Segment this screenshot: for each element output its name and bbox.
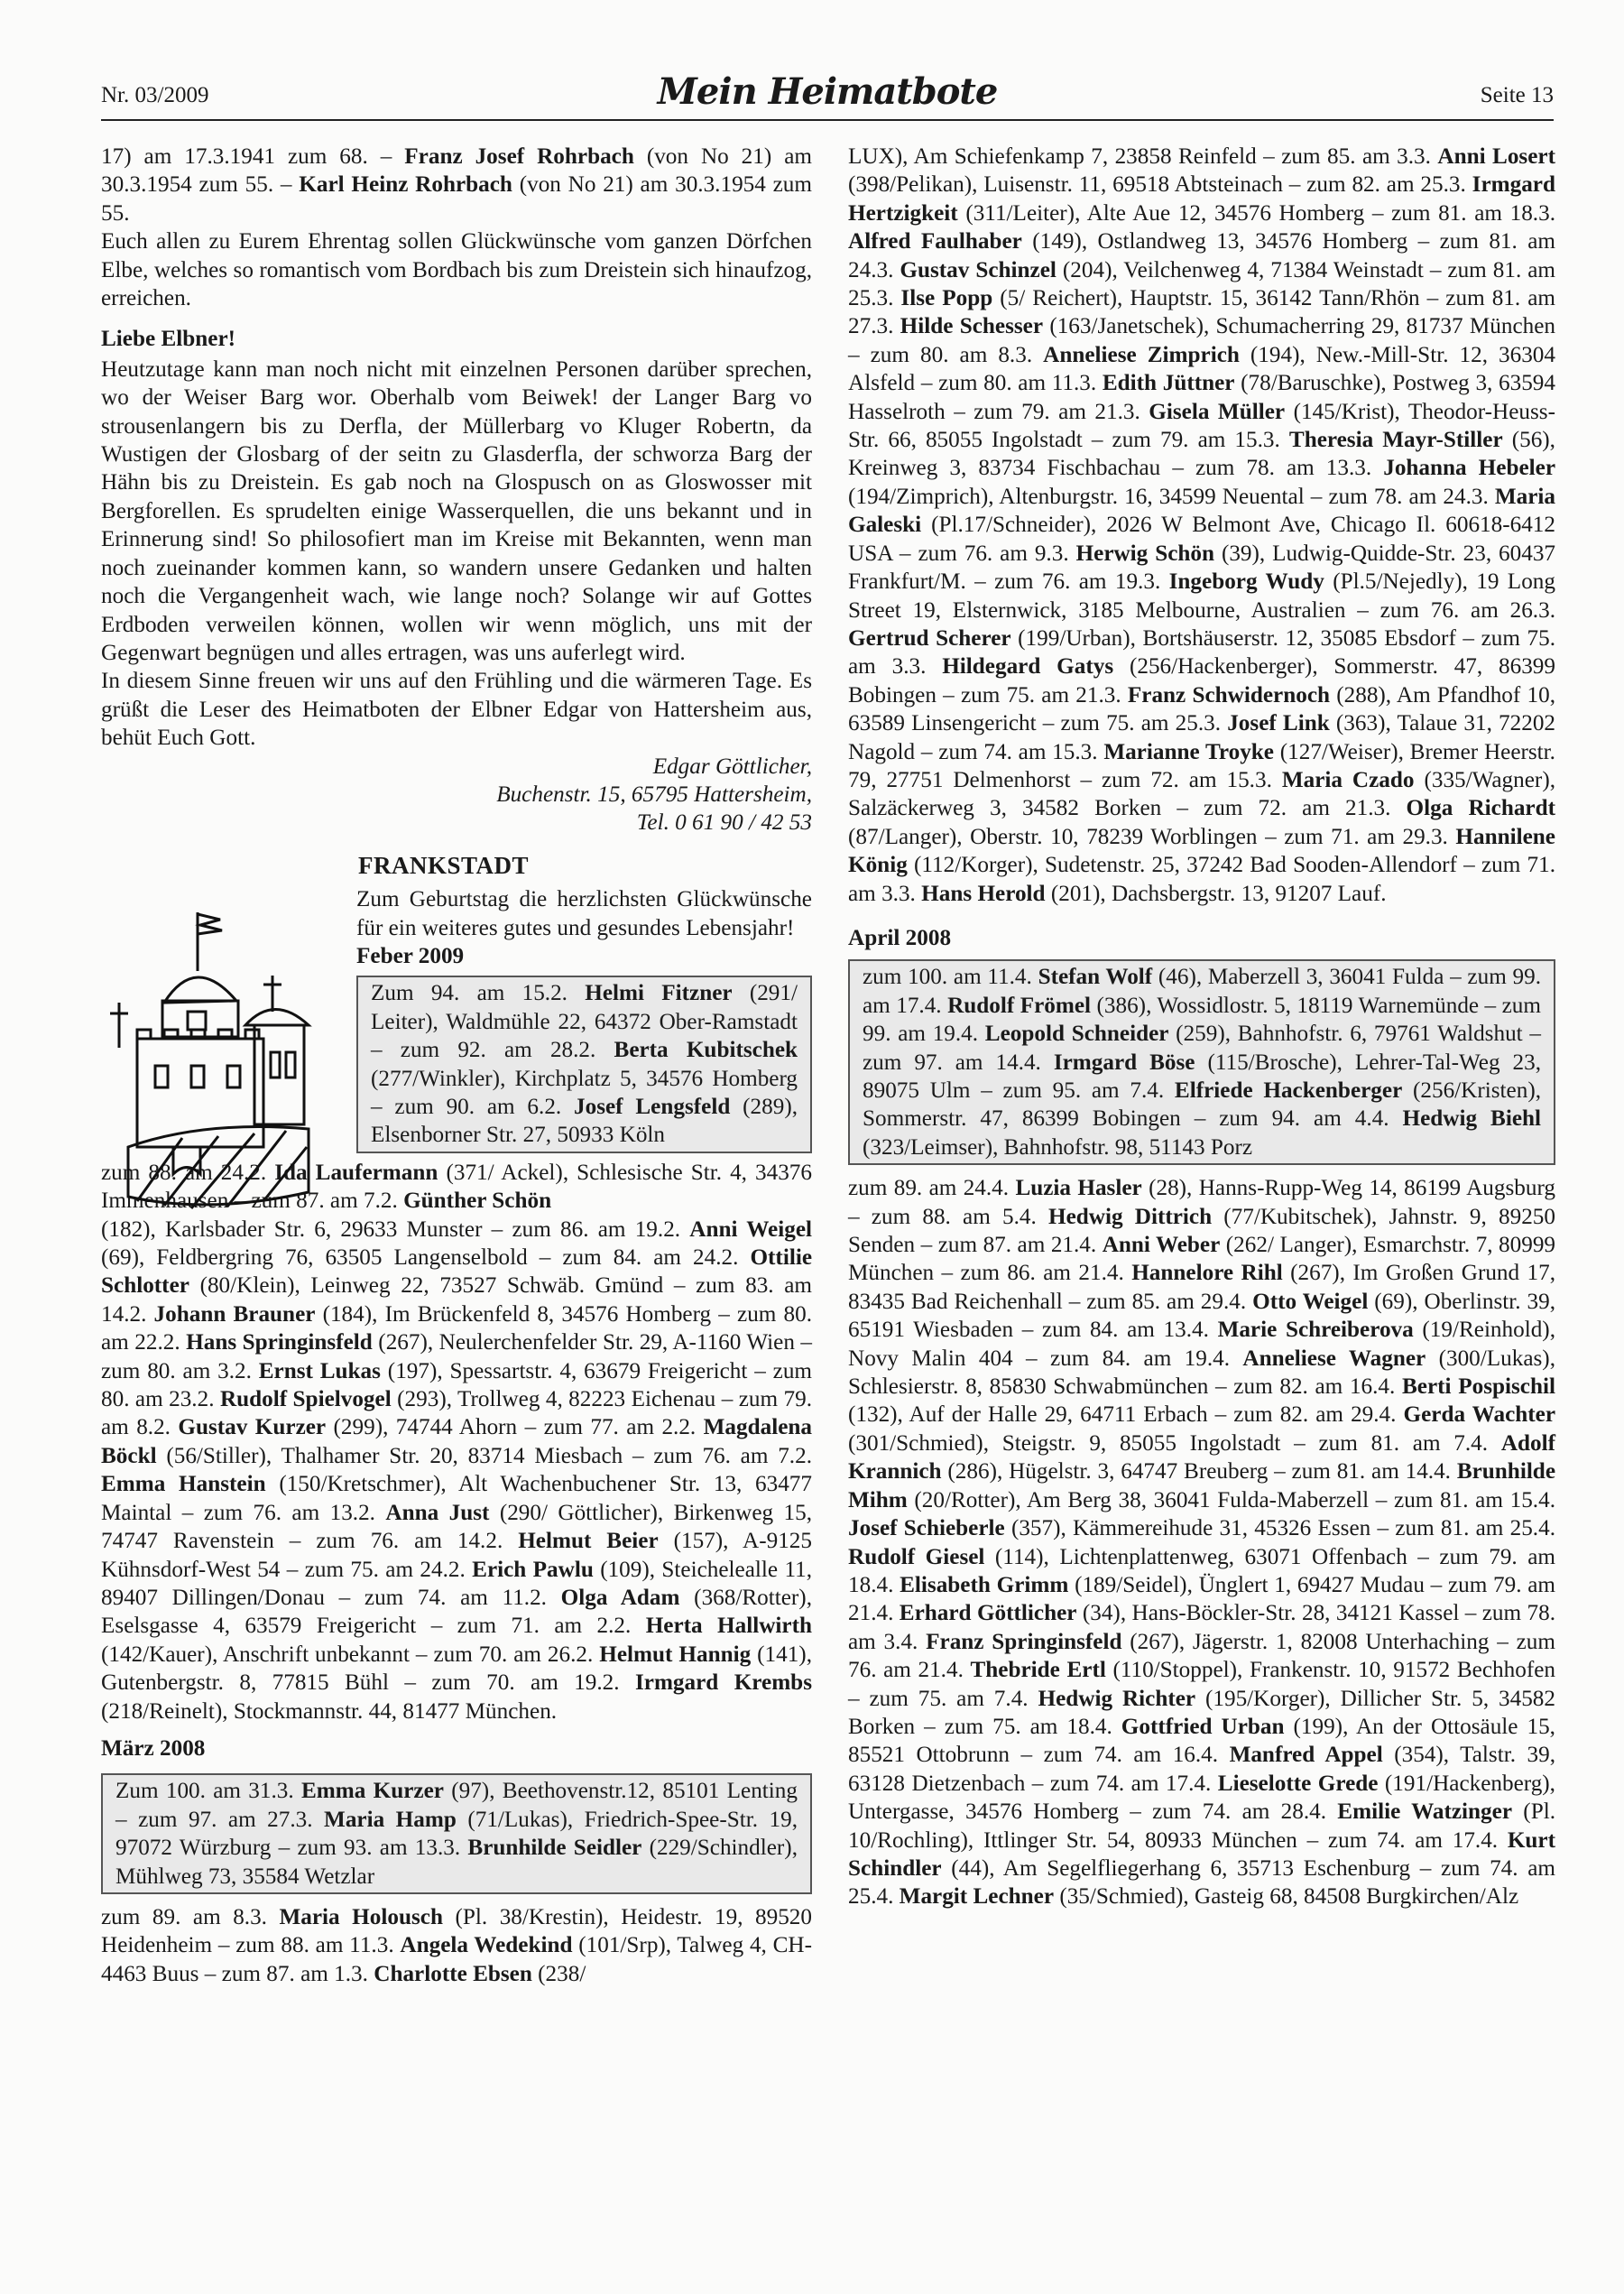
heading-feber-2009: Feber 2009	[356, 943, 465, 968]
town-heading-frankstadt: FRANKSTADT	[358, 851, 530, 879]
masthead-title: Mein Heimatbote	[657, 70, 998, 113]
feb-highlight-box	[356, 976, 812, 1152]
intro-paragraph: 17) am 17.3.1941 zum 68. – Franz Josef Rohrbach (von No 21) am 30.3.1954 zum 55. – Karl Heinz Rohrbach (von No 21) am 30.3.1954 zum 55.	[101, 144, 812, 226]
mar-text-continued: LUX), Am Schiefenkamp 7, 23858 Reinfeld – zum 85. am 3.3. Anni Losert (398/Pelikan), Luisenstr. 11, 69518 Abtsteinach – zum 82. am 25.3. Irmgard Hertzigkeit (311/Leiter), Alte Aue 12, 34576 Homberg – zum 81. am 18.3. Alfred Faulhaber (149), Ostlandweg 13, 34576 Homberg – zum 81. am 24.3. Gustav Schinzel (204), Veilchenweg 4, 71384 Weinstadt – zum 81. am 25.3. Ilse Popp (5/ Reichert), Hauptstr. 15, 36142 Tann/Rhön – zum 81. am 27.3. Hilde Schesser (163/Janetschek), Schumacherring 29, 81737 München – zum 80. am 8.3. Anneliese Zimprich (194), New.-Mill-Str. 12, 36304 Alsfeld – zum 80. am 11.3. Edith Jüttner (78/Baruschke), Postweg 3, 63594 Hasselroth – zum 79. am 21.3. Gisela Müller (145/Krist), Theodor-Heuss-Str. 66, 85055 Ingolstadt – zum 79. am 15.3. Theresia Mayr-Stiller (56), Kreinweg 3, 83734 Fischbachau – zum 78. am 13.3. Johanna Hebeler (194/Zimprich), Altenburgstr. 16, 34599 Neuental – zum 78. am 24.3. Maria Galeski (Pl.17/Schneider), 2026 W Belmont Ave, Chicago Il. 60618-6412 USA – zum 76. am 9.3. Herwig Schön (39), Ludwig-Quidde-Str. 23, 60437 Frankfurt/M. – zum 76. am 19.3. Ingeborg Wudy (Pl.5/Nejedly), 19 Long Street 19, Elsternwick, 3185 Melbourne, Australien – zum 76. am 26.3. Gertrud Scherer (199/Urban), Bortshäuserstr. 12, 35085 Ebsdorf – zum 75. am 3.3. Hildegard Gatys (256/Hackenberger), Sommerstr. 47, 86399 Bobingen – zum 75. am 21.3. Franz Schwidernoch (288), Am Pfandhof 10, 63589 Linsengericht – zum 75. am 25.3. Josef Link (363), Talaue 31, 72202 Nagold – zum 74. am 15.3. Marianne Troyke (127/Weiser), Bremer Heerstr. 79, 27751 Delmenhorst – zum 72. am 15.3. Maria Czado (335/Wagner), Salzäckerweg 3, 34582 Borken – zum 72. am 21.3. Olga Richardt (87/Langer), Oberstr. 10, 78239 Worblingen – zum 71. am 29.3. Hannilene König (112/Korger), Sudetenstr. 25, 37242 Bad Sooden-Allendorf – zum 71. am 3.3. Hans Herold (201), Dachsbergstr. 13, 91207 Lauf.	[848, 144, 1556, 906]
heading-liebe-elbner: Liebe Elbner!	[101, 327, 236, 352]
apr-text: zum 89. am 24.4. Luzia Hasler (28), Hanns-Rupp-Weg 14, 86199 Augsburg – zum 88. am 5.4. Hedwig Dittrich (77/Kubitschek), Jahnstr. 9, 89250 Senden – zum 87. am 21.4. Anni Weber (262/ Langer), Esmarchstr. 7, 80999 München – zum 86. am 21.4. Hannelore Rihl (267), Im Großen Grund 17, 83435 Bad Reichenhall – zum 85. am 29.4. Otto Weigel (69), Oberlinstr. 39, 65191 Wiesbaden – zum 84. am 13.4. Marie Schreiberova (19/Reinhold), Novy Malin 404 – zum 84. am 19.4. Anneliese Wagner (300/Lukas), Schlesierstr. 8, 85830 Schwabmünchen – zum 82. am 16.4. Berti Pospischil (132), Auf der Halle 29, 64711 Erbach – zum 82. am 29.4. Gerda Wachter (301/Schmied), Steigstr. 9, 85055 Ingolstadt – zum 81. am 7.4. Adolf Krannich (286), Hügelstr. 3, 64747 Breuberg – zum 81. am 14.4. Brunhilde Mihm (20/Rotter), Am Berg 38, 36041 Fulda-Maberzell – zum 81. am 15.4. Josef Schieberle (357), Kämmereihude 31, 45326 Essen – zum 81. am 25.4. Rudolf Giesel (114), Lichtenplattenweg, 63071 Offenbach – zum 79. am 18.4. Elisabeth Grimm (189/Seidel), Ünglert 1, 69427 Mudau – zum 79. am 21.4. Erhard Göttlicher (34), Hans-Böckler-Str. 28, 34121 Kassel – zum 78. am 3.4. Franz Springinsfeld (267), Jägerstr. 1, 82008 Unterhaching – zum 76. am 21.4. Thebride Ertl (110/Stoppel), Frankenstr. 10, 91572 Bechhofen – zum 75. am 7.4. Hedwig Richter (195/Korger), Dillicher Str. 5, 34582 Borken – zum 75. am 18.4. Gottfried Urban (199), An der Ottosäule 15, 85521 Ottobrunn – zum 74. am 16.4. Manfred Appel (354), Talstr. 39, 63128 Dietzenbach – zum 74. am 17.4. Lieselotte Grede (191/Hackenberg), Untergasse, 34576 Homberg – zum 74. am 28.4. Emilie Watzinger (Pl. 10/Rochling), Ittlinger Str. 54, 80933 München – zum 74. am 17.4. Kurt Schindler (44), Am Segelfliegerhang 6, 35713 Eschenburg – zum 74. am 25.4. Margit Lechner (35/Schmied), Gasteig 68, 84508 Burgkirchen/Alz	[848, 1176, 1556, 1910]
elbner-paragraph: Heutzutage kann man noch nicht mit einzelnen Personen darüber sprechen, wo der Weiser Barg wor. Oberhalb vom Beiwek! der Langer Barg vo strousenlangern bis zu Derfla, der Müllerbarg vo Kluger Robertn, da Wustigen der Glosbarg of der seitn zu Glasderfla, der schworza Barg der Hähn bis zu Dreistein. Es gab noch na Glospusch on as Gloswosser mit Bergforellen. Es sprudelten einige Wasserquellen, die uns bekannt und in Erinnerung sind! So philosofiert man im Kreise mit Bekannten, wenn man noch zueinander kommen kann, so wandern unsere Gedanken und halten noch die Vergangenheit wach, wie lange noch? Solange wir auf Gottes Erdboden verweilen können, wollen wir wenn möglich, uns mit der Gegenwart begnügen und alles ertragen, was uns auferlegt wird.	[101, 356, 812, 665]
signature-phone: Tel. 0 61 90 / 42 53	[636, 810, 812, 836]
issue-number: Nr. 03/2009	[101, 83, 209, 107]
mar-text: zum 89. am 8.3. Maria Holousch (Pl. 38/Krestin), Heidestr. 19, 89520 Heidenheim – zum 88. am 11.3. Angela Wedekind (101/Srp), Talweg 4, CH-4463 Buus – zum 87. am 1.3. Charlotte Ebsen (238/	[101, 1904, 813, 1986]
apr-box-text: zum 100. am 11.4. Stefan Wolf (46), Maberzell 3, 36041 Fulda – zum 99. am 17.4. Rudolf Frömel (386), Wossidlostr. 5, 18119 Warnemünde – zum 99. am 19.4. Leopold Schneider (259), Bahnhofstr. 6, 79761 Waldshut – zum 97. am 14.4. Irmgard Böse (115/Brosche), Lehrer-Tal-Weg 23, 89075 Ulm – zum 95. am 7.4. Elfriede Hackenberger (256/Kristen), Sommerstr. 47, 86399 Bobingen – zum 94. am 4.4. Hedwig Biehl (323/Leimser), Bahnhofstr. 98, 51143 Porz	[863, 965, 1542, 1160]
signature-address: Buchenstr. 15, 65795 Hattersheim,	[496, 782, 812, 807]
heading-maerz-2008: März 2008	[101, 1735, 206, 1761]
mar-highlight-box	[101, 1773, 812, 1894]
feb-text: (182), Karlsbader Str. 6, 29633 Munster – zum 86. am 19.2. Anni Weigel (69), Feldbergring 76, 63505 Langenselbold – zum 84. am 24.2. Ottilie Schlotter (80/Klein), Leinweg 22, 73527 Schwäb. Gmünd – zum 83. am 14.2. Johann Brauner (184), Im Brückenfeld 8, 34576 Homberg – zum 80. am 22.2. Hans Springinsfeld (267), Neulerchenfelder Str. 29, A-1160 Wien – zum 80. am 3.2. Ernst Lukas (197), Spessartstr. 4, 63679 Freigericht – zum 80. am 23.2. Rudolf Spielvogel (293), Trollweg 4, 82223 Eichenau – zum 79. am 8.2. Gustav Kurzer (299), 74744 Ahorn – zum 77. am 2.2. Magdalena Böckl (56/Stiller), Thalhamer Str. 20, 83714 Miesbach – zum 76. am 7.2. Emma Hanstein (150/Kretschmer), Alt Wachenbuchener Str. 13, 63477 Maintal – zum 76. am 13.2. Anna Just (290/ Göttlicher), Birkenweg 15, 74747 Ravenstein – zum 76. am 14.2. Helmut Beier (157), A-9125 Kühnsdorf-West 54 – zum 75. am 24.2. Erich Pawlu (109), Steichelealle 11, 89407 Dillingen/Donau – zum 74. am 11.2. Olga Adam (368/Rotter), Eselsgasse 4, 63579 Freigericht – zum 71. am 2.2. Herta Hallwirth (142/Kauer), Anschrift unbekannt – zum 70. am 26.2. Helmut Hannig (141), Gutenbergstr. 8, 77815 Bühl – zum 70. am 19.2. Irmgard Krembs (218/Reinelt), Stockmannstr. 44, 81477 München.	[101, 1216, 813, 1724]
mar-box-text: Zum 100. am 31.3. Emma Kurzer (97), Beethovenstr.12, 85101 Lenting – zum 97. am 27.3. Maria Hamp (71/Lukas), Friedrich-Spee-Str. 19, 97072 Würzburg – zum 93. am 13.3. Brunhilde Seidler (229/Schindler), Mühlweg 73, 35584 Wetzlar	[115, 1779, 798, 1889]
greeting-paragraph: Euch allen zu Eurem Ehrentag sollen Glückwünsche vom ganzen Dörfchen Elbe, welches so romantisch vom Bordbach bis zum Dreistein sich hinaufzog, erreichen.	[101, 229, 812, 311]
signature-name: Edgar Göttlicher,	[652, 754, 812, 779]
feb-box-text: Zum 94. am 15.2. Helmi Fitzner (291/ Leiter), Waldmühle 22, 64372 Ober-Ramstadt – zum 92. am 28.2. Berta Kubitschek (277/Winkler), Kirchplatz 5, 34576 Homberg – zum 90. am 6.2. Josef Lengsfeld (289), Elsenborner Str. 27, 50933 Köln	[371, 981, 798, 1148]
frankstadt-section	[101, 885, 812, 1215]
page-header	[101, 72, 1554, 121]
castle-illustration	[101, 903, 336, 1219]
page-number: Seite 13	[1480, 83, 1554, 107]
frankstadt-intro: Zum Geburtstag die herzlichsten Glückwünsche für ein weiteres gutes und gesundes Lebensjahr!	[356, 887, 812, 940]
heading-april-2008: April 2008	[848, 925, 952, 950]
feb-text-indent: zum 88. am 24.2. Ida Laufermann (371/ Ackel), Schlesische Str. 4, 34376 Immenhausen – zum 87. am 7.2. Günther Schön	[101, 1160, 812, 1214]
left-column	[101, 143, 812, 1988]
right-column	[848, 143, 1555, 1911]
closing-paragraph: In diesem Sinne freuen wir uns auf den Frühling und die wärmeren Tage. Es grüßt die Leser des Heimatboten der Elbner Edgar von Hattersheim aus, behüt Euch Gott.	[101, 669, 812, 751]
apr-highlight-box	[848, 959, 1555, 1165]
